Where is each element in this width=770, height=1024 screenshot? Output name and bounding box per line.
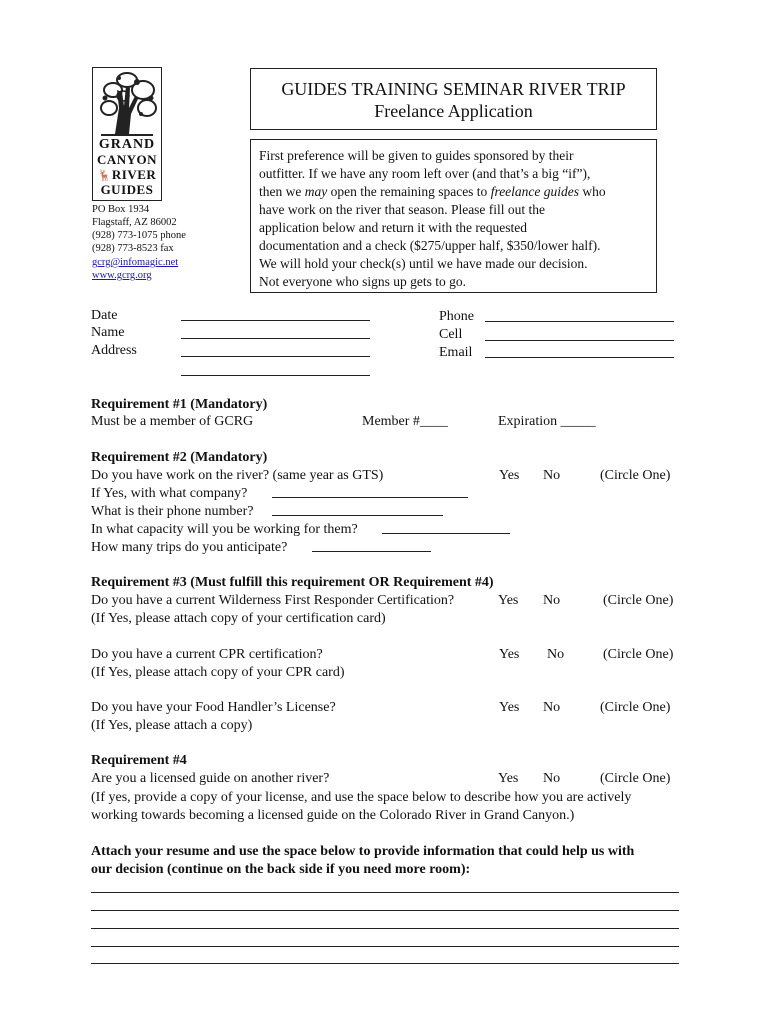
phone-label: Phone [439, 309, 474, 324]
food-no[interactable]: No [543, 700, 561, 715]
intro-line: then we may open the remaining spaces to freelance guides who [259, 184, 606, 199]
req2-q1: Do you have work on the river? (same year as GTS) [91, 468, 384, 483]
req4-note-1: (If yes, provide a copy of your license, and use the space below to describe how you are actively [91, 790, 632, 805]
req4-note-2: working towards becoming a licensed guide on the Colorado River in Grand Canyon.) [91, 808, 575, 823]
address-po-box: PO Box 1934 [92, 204, 150, 215]
expiration-field[interactable]: Expiration _____ [498, 414, 596, 429]
license-no[interactable]: No [543, 771, 561, 786]
req2-circle-one: (Circle One) [600, 468, 671, 483]
resume-instructions-2: our decision (continue on the back side if you need more room): [91, 862, 471, 877]
address-field-2[interactable] [181, 375, 370, 376]
req4-heading: Requirement #4 [91, 753, 187, 768]
cell-label: Cell [439, 327, 463, 342]
capacity-field[interactable] [382, 533, 510, 534]
date-label: Date [91, 308, 118, 323]
req3-q1-note: (If Yes, please attach copy of your certification card) [91, 611, 386, 626]
req3-q1: Do you have a current Wilderness First Responder Certification? [91, 593, 455, 608]
req3-q2: Do you have a current CPR certification? [91, 647, 323, 662]
phone-field[interactable] [485, 321, 674, 322]
address-label: Address [91, 343, 137, 358]
address-city: Flagstaff, AZ 86002 [92, 217, 177, 228]
logo-text-canyon: CANYON [96, 152, 158, 167]
req2-heading: Requirement #2 (Mandatory) [91, 450, 268, 465]
license-yes[interactable]: Yes [498, 771, 519, 786]
cpr-yes[interactable]: Yes [499, 647, 520, 662]
req3-heading: Requirement #3 (Must fulfill this requirement OR Requirement #4) [91, 575, 494, 590]
req2-q3: What is their phone number? [91, 504, 254, 519]
req2-q2: If Yes, with what company? [91, 486, 248, 501]
page-subtitle: Freelance Application [374, 101, 533, 121]
req2-q5: How many trips do you anticipate? [91, 540, 288, 555]
title-box [250, 68, 657, 130]
intro-line: We will hold your check(s) until we have made our decision. [259, 256, 588, 271]
resume-instructions-1: Attach your resume and use the space below to provide information that could help us with [91, 844, 635, 859]
food-circle-one: (Circle One) [600, 700, 671, 715]
resume-line[interactable] [91, 892, 679, 893]
req2-q4: In what capacity will you be working for them? [91, 522, 358, 537]
req3-q3-note: (If Yes, please attach a copy) [91, 718, 253, 733]
address-fax: (928) 773-8523 fax [92, 243, 174, 254]
logo-text-river: 🦌RIVER [97, 167, 157, 182]
req2-no[interactable]: No [543, 468, 561, 483]
website-link[interactable]: www.gcrg.org [92, 270, 152, 281]
cpr-no[interactable]: No [547, 647, 565, 662]
name-field[interactable] [181, 338, 370, 339]
wfr-circle-one: (Circle One) [603, 593, 674, 608]
gcrg-logo [92, 67, 162, 201]
cell-field[interactable] [485, 340, 674, 341]
req3-q2-note: (If Yes, please attach copy of your CPR card) [91, 665, 345, 680]
date-field[interactable] [181, 320, 370, 321]
req3-q3: Do you have your Food Handler’s License? [91, 700, 336, 715]
address-phone: (928) 773-1075 phone [92, 230, 186, 241]
intro-line: application below and return it with the requested [259, 220, 528, 235]
intro-line: documentation and a check ($275/upper half, $350/lower half). [259, 238, 601, 253]
req4-q1: Are you a licensed guide on another river? [91, 771, 330, 786]
member-number-field[interactable]: Member #____ [362, 414, 448, 429]
resume-line[interactable] [91, 928, 679, 929]
wfr-no[interactable]: No [543, 593, 561, 608]
resume-line[interactable] [91, 946, 679, 947]
company-field[interactable] [272, 497, 468, 498]
trips-field[interactable] [312, 551, 431, 552]
intro-line: have work on the river that season. Please fill out the [259, 202, 546, 217]
deer-icon: 🦌 [97, 170, 112, 182]
req2-yes[interactable]: Yes [499, 468, 520, 483]
req1-heading: Requirement #1 (Mandatory) [91, 397, 268, 412]
req1-text: Must be a member of GCRG [91, 414, 254, 429]
resume-line[interactable] [91, 963, 679, 964]
wfr-yes[interactable]: Yes [498, 593, 519, 608]
email-link[interactable]: gcrg@infomagic.net [92, 257, 179, 268]
cpr-circle-one: (Circle One) [603, 647, 674, 662]
logo-text-grand: GRAND [98, 137, 156, 152]
email-field[interactable] [485, 357, 674, 358]
name-label: Name [91, 325, 125, 340]
resume-line[interactable] [91, 910, 679, 911]
email-label: Email [439, 345, 473, 360]
address-field-1[interactable] [181, 356, 370, 357]
page-title: GUIDES TRAINING SEMINAR RIVER TRIP [281, 79, 626, 99]
intro-box [250, 139, 657, 293]
logo-text-guides: GUIDES [100, 182, 154, 197]
license-circle-one: (Circle One) [600, 771, 671, 786]
food-yes[interactable]: Yes [499, 700, 520, 715]
intro-line: outfitter. If we have any room left over (and that’s a big “if”), [259, 166, 591, 181]
intro-line: Not everyone who signs up gets to go. [259, 274, 466, 289]
intro-line: First preference will be given to guides sponsored by their [259, 148, 574, 163]
company-phone-field[interactable] [272, 515, 443, 516]
